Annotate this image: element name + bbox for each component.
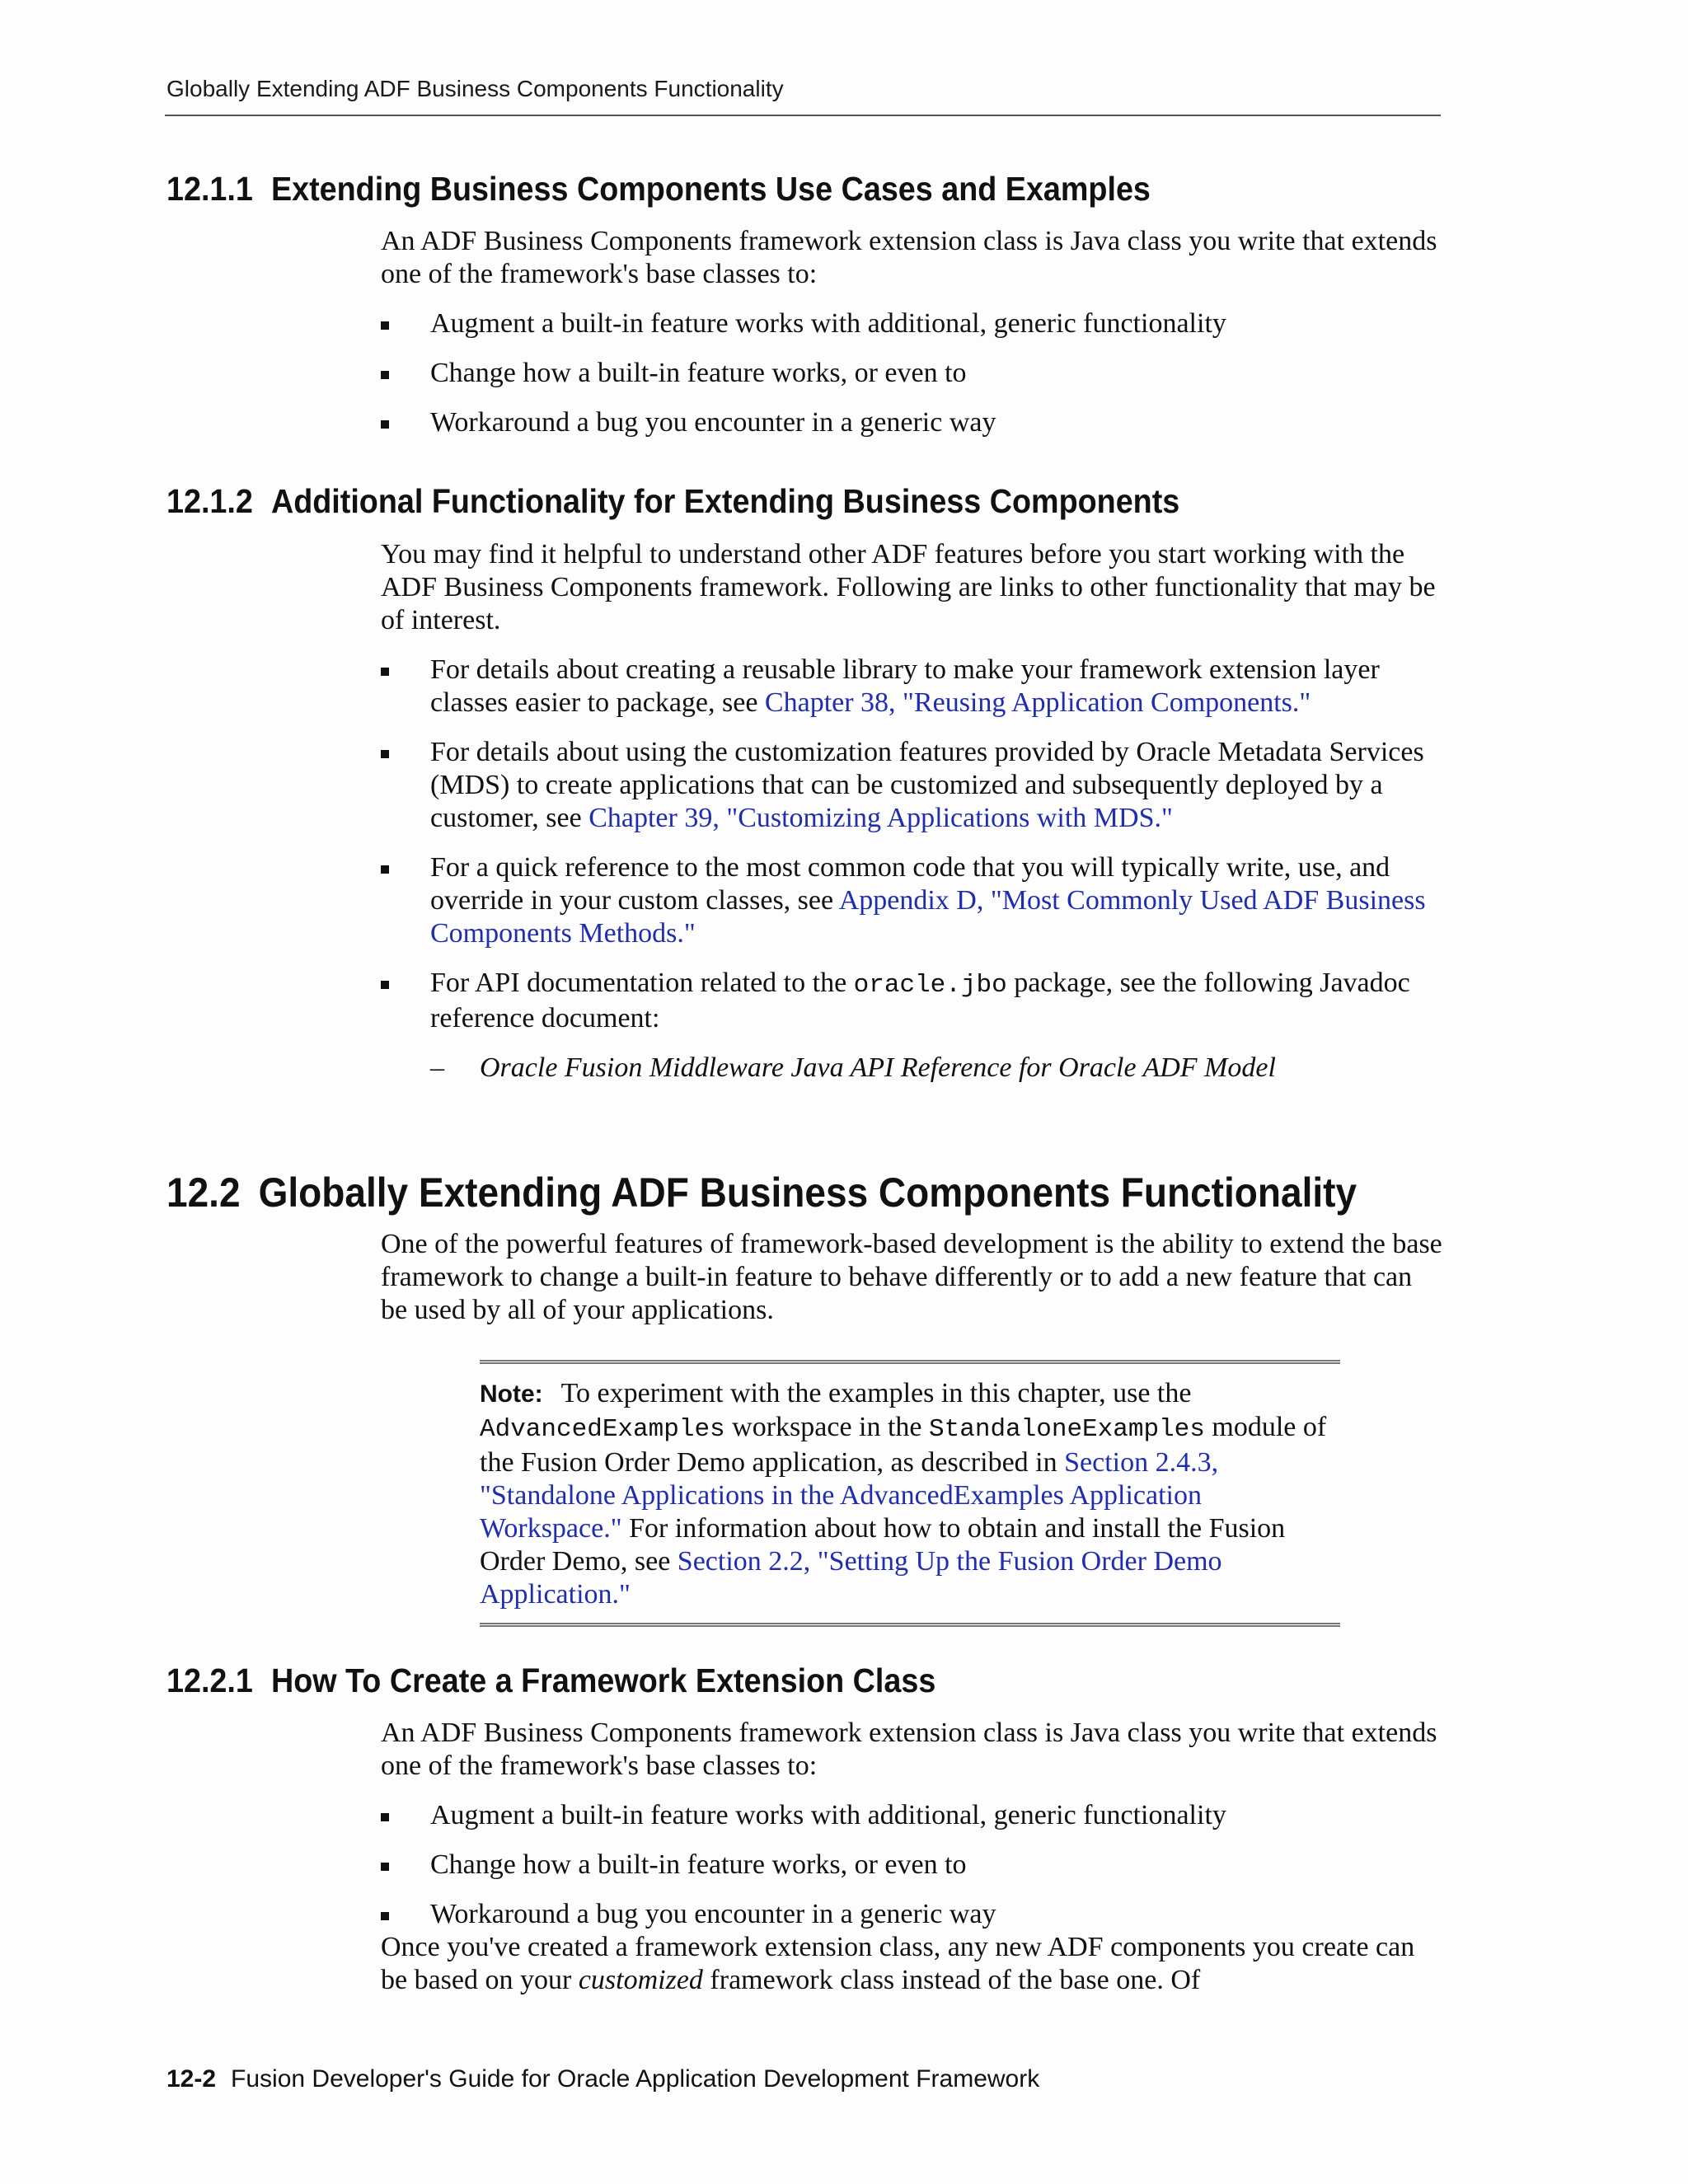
cross-reference-link[interactable]: Chapter 39, "Customizing Applications with MDS."	[588, 803, 1173, 833]
list-item	[381, 736, 1444, 835]
section-title: How To Create a Framework Extension Class	[270, 1661, 936, 1699]
running-header: Globally Extending ADF Business Components Functionality	[166, 76, 784, 101]
code-inline: StandaloneExamples	[929, 1415, 1205, 1444]
list-item: Change how a built-in feature works, or even to	[381, 1849, 1444, 1882]
emphasis-text: customized	[578, 1965, 703, 1995]
list-item: Change how a built-in feature works, or even to	[381, 357, 1444, 390]
section-heading-12-1-1	[166, 170, 1151, 209]
note-box	[480, 1360, 1340, 1627]
list-item-text: For a quick reference to the most common code that you will typically write, use, and override in your custom classes, see	[430, 852, 1390, 916]
section-body-12-2-1	[381, 1717, 1444, 1997]
section-heading-12-2-1	[166, 1661, 935, 1700]
list-item	[381, 851, 1444, 950]
paragraph: You may find it helpful to understand other ADF features before you start working with the ADF Business Components framework. Following are links to other functionality that may be of interest.	[381, 539, 1436, 635]
list-item-text: For details about using the customization features provided by Oracle Metadata Services (MDS) to create applications that can be customized and subsequently deployed by a customer, see	[430, 737, 1424, 833]
book-title: Fusion Developer's Guide for Oracle Application Development Framework	[231, 2065, 1040, 2093]
section-heading-12-1-2	[166, 482, 1179, 521]
sub-list	[430, 1052, 1444, 1085]
code-inline: oracle.jbo	[853, 971, 1007, 1000]
note-text-run: workspace in the	[724, 1412, 930, 1442]
list-item-text: For API documentation related to the	[430, 968, 854, 998]
code-inline: AdvancedExamples	[480, 1415, 725, 1444]
paragraph-text: Once you've created a framework extension class, any new ADF components you create can be based on your	[381, 1932, 1415, 1995]
list-item	[381, 967, 1444, 1085]
header-divider	[165, 115, 1441, 116]
page-footer	[166, 2065, 1039, 2093]
section-number: 12.1.1	[166, 170, 253, 208]
list-item: Augment a built-in feature works with additional, generic functionality	[381, 1799, 1444, 1832]
note-label: Note:	[480, 1380, 543, 1408]
note-text	[480, 1377, 1340, 1611]
bullet-list	[381, 307, 1444, 439]
list-item-text: package, see the following Javadoc reference document:	[430, 968, 1410, 1033]
section-number: 12.2.1	[166, 1661, 253, 1699]
cross-reference-link[interactable]: Section 2.4.3, "Standalone Applications in the AdvancedExamples Application Workspace."	[480, 1447, 1219, 1544]
section-title: Additional Functionality for Extending Business Components	[270, 482, 1180, 520]
list-item: Augment a built-in feature works with additional, generic functionality	[381, 307, 1444, 340]
section-title: Globally Extending ADF Business Components Functionality	[258, 1169, 1357, 1216]
section-body-12-2	[381, 1228, 1444, 1327]
paragraph: One of the powerful features of framework-based development is the ability to extend the base framework to change a built-in feature to behave differently or to add a new feature that can be used by all of your applications.	[381, 1229, 1442, 1325]
note-text-run: module of the Fusion Order Demo application, as described in	[480, 1412, 1327, 1478]
section-body-12-1-2	[381, 538, 1444, 1085]
paragraph: An ADF Business Components framework extension class is Java class you write that extends one of the framework's base classes to:	[381, 226, 1437, 289]
list-item	[381, 654, 1444, 719]
paragraph	[381, 1931, 1444, 1997]
cross-reference-link[interactable]: Section 2.2, "Setting Up the Fusion Order Demo Application."	[480, 1546, 1222, 1610]
page-number: 12-2	[166, 2065, 217, 2093]
list-item: Workaround a bug you encounter in a generic way	[381, 406, 1444, 439]
section-number: 12.1.2	[166, 482, 253, 520]
section-number: 12.2	[166, 1169, 241, 1216]
list-item-text: For details about creating a reusable library to make your framework extension layer classes easier to package, see	[430, 654, 1380, 718]
note-text-run: For information about how to obtain and install the Fusion Order Demo, see	[480, 1513, 1286, 1577]
bullet-list	[381, 654, 1444, 1085]
sub-list-item: – Oracle Fusion Middleware Java API Reference for Oracle ADF Model	[430, 1052, 1444, 1085]
section-body-12-1-1	[381, 225, 1444, 439]
cross-reference-link[interactable]: Chapter 38, "Reusing Application Components."	[764, 687, 1311, 718]
section-heading-12-2	[166, 1169, 1357, 1216]
list-item: Workaround a bug you encounter in a generic way	[381, 1898, 1444, 1931]
bullet-list	[381, 1799, 1444, 1931]
paragraph-text: framework class instead of the base one. Of	[702, 1965, 1201, 1995]
cross-reference-link[interactable]: Appendix D, "Most Commonly Used ADF Business Components Methods."	[430, 885, 1426, 949]
paragraph: An ADF Business Components framework extension class is Java class you write that extends one of the framework's base classes to:	[381, 1718, 1437, 1781]
note-text-run: To experiment with the examples in this chapter, use the	[560, 1378, 1192, 1408]
section-title: Extending Business Components Use Cases and Examples	[270, 170, 1151, 208]
